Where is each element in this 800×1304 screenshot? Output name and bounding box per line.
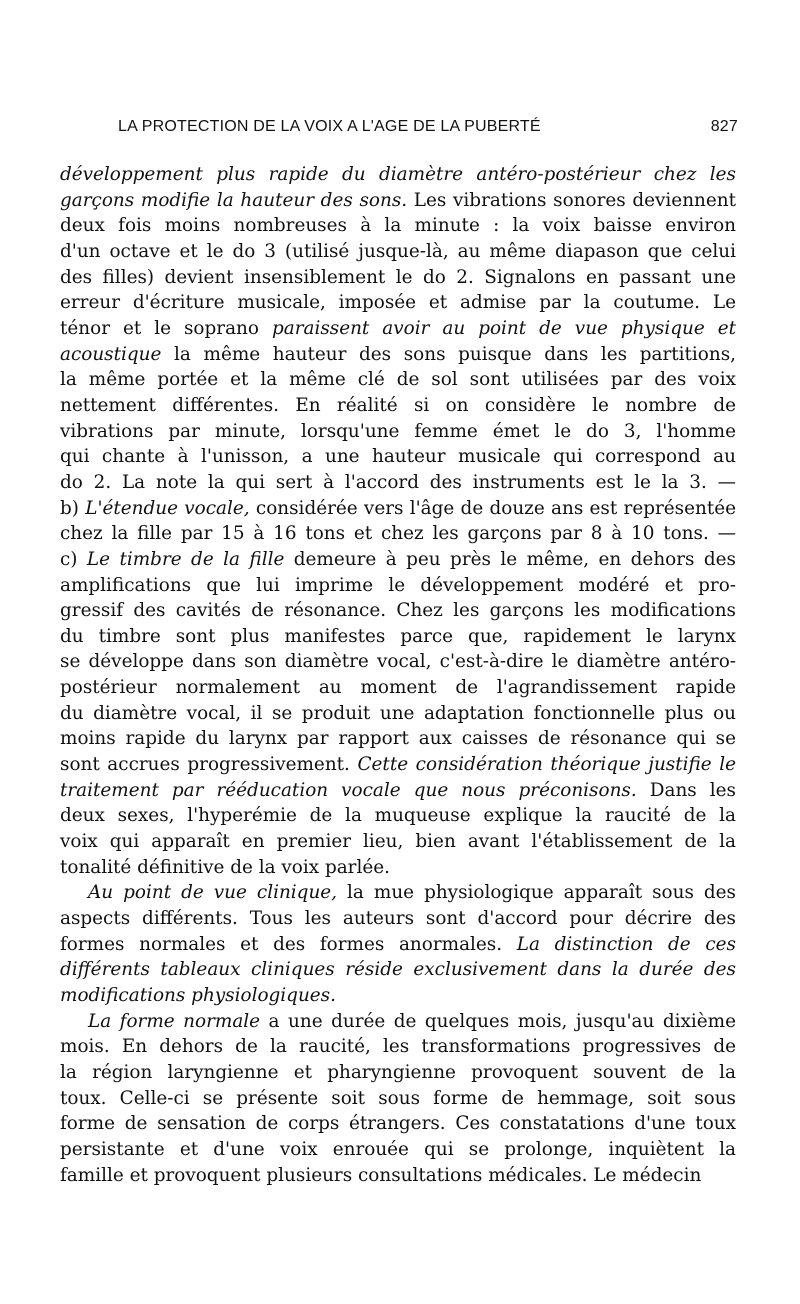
text-line [60, 726, 736, 752]
text-run: nettement différentes. En réalité si on considère le nombre de [60, 394, 736, 416]
text-line [60, 1034, 736, 1060]
text-line [60, 342, 736, 368]
text-line [60, 1060, 736, 1086]
italic-run: Au point de vue clinique, [88, 882, 338, 904]
text-line [60, 393, 736, 419]
text-line [60, 367, 736, 393]
text-line [60, 803, 736, 829]
text-run: la même hauteur des sons puisque dans les partitions, [161, 343, 736, 365]
text-run: qui chante à l'unisson, a une hauteur musicale qui correspond au [60, 446, 736, 468]
text-run: Dans les [636, 779, 736, 801]
text-run: tonalité définitive de la voix parlée. [60, 856, 390, 878]
text-run: la région laryngienne et pharyngienne provoquent souvent de la [60, 1061, 736, 1083]
text-line [60, 1111, 736, 1137]
text-run: erreur d'écriture musicale, imposée et admise par la coutume. Le [60, 292, 736, 314]
text-line [60, 624, 736, 650]
text-line [60, 701, 736, 727]
text-line [60, 752, 736, 778]
text-line [60, 470, 736, 496]
text-line [60, 598, 736, 624]
text-line [60, 675, 736, 701]
text-line [60, 239, 736, 265]
italic-run: développement plus rapide du diamètre antéro-postérieur chez les [60, 164, 736, 185]
italic-run: Cette considération théorique justifie le [357, 754, 736, 776]
italic-run: La forme normale [88, 1010, 261, 1032]
text-line [60, 573, 736, 599]
text-run: du timbre sont plus manifestes parce que, rapidement le larynx [60, 625, 736, 647]
text-run: la même portée et la même clé de sol sont utilisées par des voix [60, 369, 736, 391]
text-line [60, 521, 736, 547]
italic-run: acoustique [60, 343, 162, 365]
body-text [60, 162, 736, 1188]
text-run: postérieur normalement au moment de l'agrandissement rapide [60, 677, 736, 699]
text-run: chez la fille par 15 à 16 tons et chez les garçons par 8 à 10 tons. — [60, 523, 736, 545]
text-line [60, 1009, 736, 1035]
text-run: moins rapide du larynx par rapport aux caisses de résonance qui se [60, 728, 736, 750]
text-run: se développe dans son diamètre vocal, c'est-à-dire le diamètre antéro- [60, 651, 736, 673]
text-line [60, 316, 736, 342]
text-run: ténor et le soprano [60, 317, 272, 339]
text-run: forme de sensation de corps étrangers. Ces constatations d'une toux [60, 1113, 736, 1135]
text-run: d'un octave et le do 3 (utilisé jusque-là, au même diapason que celui [60, 240, 736, 262]
text-run: famille et provoquent plusieurs consultations médicales. Le médecin [60, 1164, 702, 1186]
text-run: considérée vers l'âge de douze ans est représentée [249, 497, 736, 519]
text-line [60, 444, 736, 470]
italic-run: La distinction de ces [516, 933, 736, 955]
running-header [118, 118, 738, 142]
text-run: b) [60, 497, 86, 519]
text-line [60, 1137, 736, 1163]
text-line [60, 1163, 736, 1189]
text-line [60, 778, 736, 804]
text-line [60, 162, 736, 188]
text-run: deux sexes, l'hyperémie de la muqueuse explique la raucité de la [60, 805, 736, 827]
text-line [60, 932, 736, 958]
running-title: LA PROTECTION DE LA VOIX A L'AGE DE LA PUBERTÉ [118, 118, 541, 135]
text-run: gressif des cavités de résonance. Chez les garçons les modifications [60, 600, 736, 622]
page-number: 827 [710, 118, 738, 135]
text-line [60, 957, 736, 983]
text-line [60, 649, 736, 675]
text-run: persistante et d'une voix enrouée qui se prolonge, inquiètent la [60, 1138, 736, 1160]
text-run: c) [60, 548, 87, 570]
text-run: Les vibrations sonores deviennent [407, 189, 736, 211]
italic-run: modifications physiologiques. [60, 985, 336, 1006]
italic-run: traitement par rééducation vocale que nous préconisons. [60, 779, 637, 801]
text-line [60, 547, 736, 573]
text-line [60, 188, 736, 214]
text-run: des filles) devient insensiblement le do 2. Signalons en passant une [60, 266, 736, 288]
text-run: toux. Celle-ci se présente soit sous forme de hemmage, soit sous [60, 1087, 736, 1109]
text-run: la mue physiologique apparaît sous des [337, 882, 736, 904]
italic-run: garçons modifie la hauteur des sons. [60, 189, 408, 211]
text-line [60, 213, 736, 239]
text-line [60, 419, 736, 445]
italic-run: paraissent avoir au point de vue physique et [271, 317, 736, 339]
text-line [60, 265, 736, 291]
text-run: amplifications que lui imprime le développement modéré et pro- [60, 574, 736, 596]
text-run: du diamètre vocal, il se produit une adaptation fonctionnelle plus ou [60, 702, 736, 724]
text-line [60, 829, 736, 855]
text-run: do 2. La note la qui sert à l'accord des instruments est le la 3. — [60, 471, 736, 493]
text-line [60, 496, 736, 522]
text-line [60, 983, 736, 1009]
text-line [60, 290, 736, 316]
text-run: mois. En dehors de la raucité, les transformations progressives de [60, 1036, 736, 1058]
italic-run: L'étendue vocale, [85, 497, 250, 519]
italic-run: Le timbre de la fille [86, 548, 285, 570]
text-line [60, 855, 736, 881]
text-line [60, 880, 736, 906]
text-line [60, 1086, 736, 1112]
text-run: vibrations par minute, lorsqu'une femme émet le do 3, l'homme [60, 420, 736, 442]
text-run: a une durée de quelques mois, jusqu'au dixième [260, 1010, 736, 1032]
italic-run: différents tableaux cliniques réside exclusivement dans la durée des [60, 959, 736, 981]
text-run: voix qui apparaît en premier lieu, bien avant l'établissement de la [60, 831, 736, 853]
text-run: aspects différents. Tous les auteurs sont d'accord pour décrire des [60, 908, 736, 930]
text-run: demeure à peu près le même, en dehors des [284, 548, 736, 570]
text-run: deux fois moins nombreuses à la minute : la voix baisse environ [60, 215, 736, 237]
text-run: sont accrues progressivement. [60, 754, 358, 776]
text-line [60, 906, 736, 932]
text-run: formes normales et des formes anormales. [60, 933, 517, 955]
